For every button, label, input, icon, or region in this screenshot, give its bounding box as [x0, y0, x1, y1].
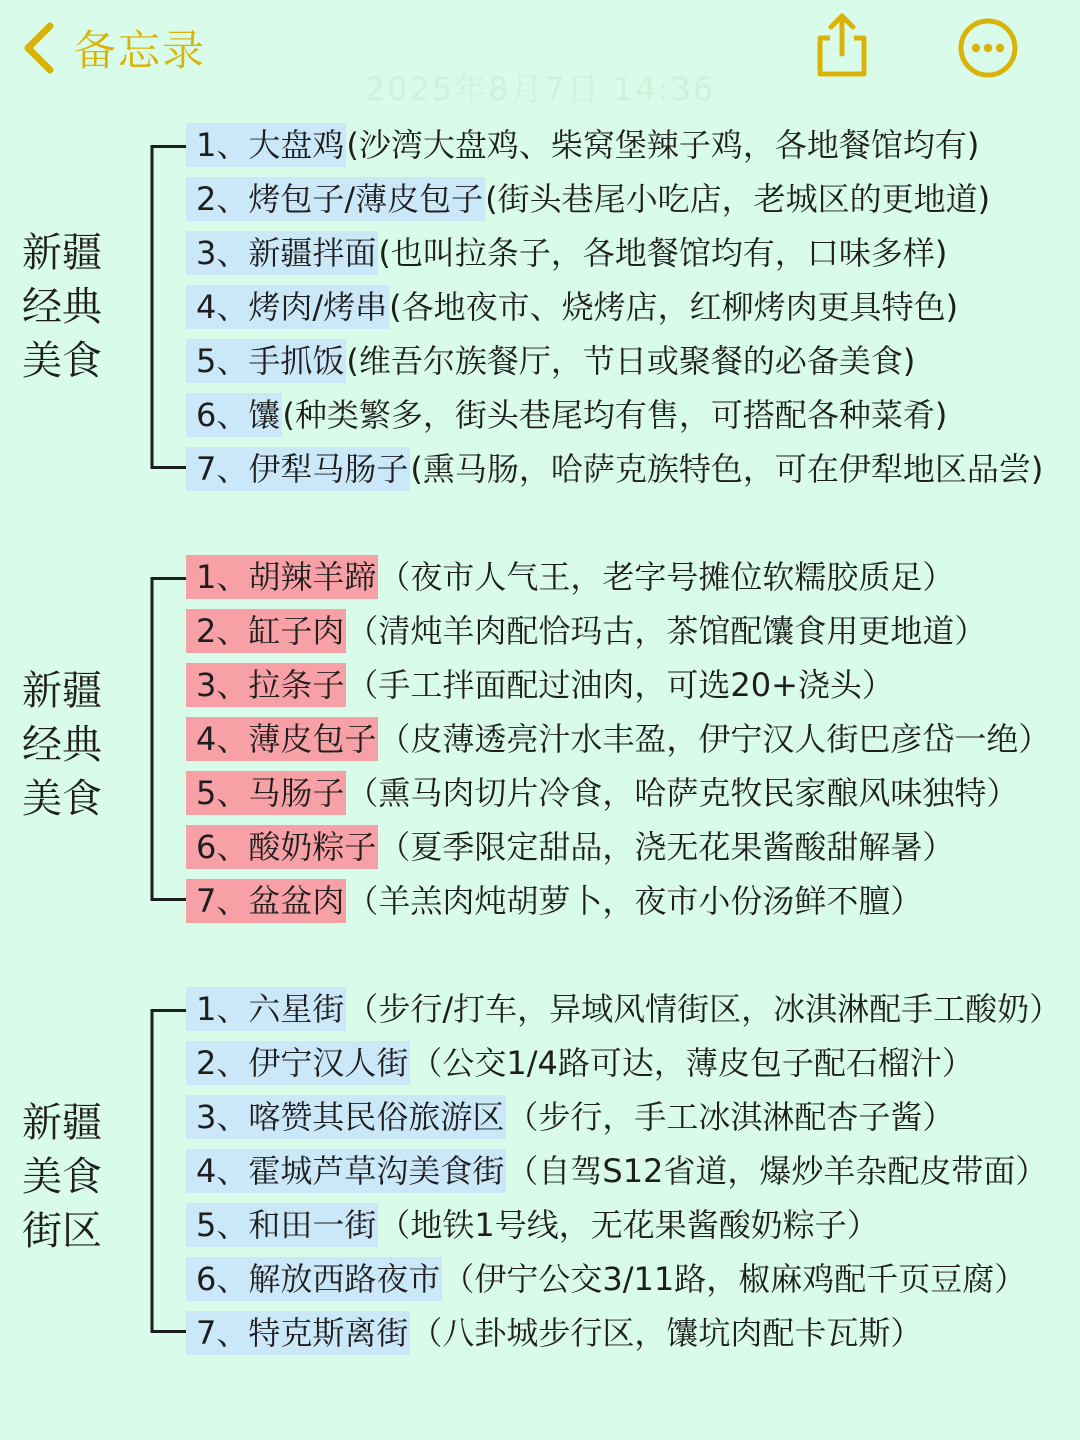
section-title-line: 美食 — [22, 338, 102, 384]
item-note: （皮薄透亮汁水丰盈，伊宁汉人街巴彦岱一绝） — [378, 720, 1051, 758]
list-item — [186, 1198, 1061, 1252]
item-note: (沙湾大盘鸡、柴窝堡辣子鸡，各地餐馆均有) — [346, 126, 980, 164]
back-label: 备忘录 — [74, 26, 207, 75]
list-item — [186, 712, 1050, 766]
item-name: 4、霍城芦草沟美食街 — [186, 1149, 506, 1193]
item-name: 1、胡辣羊蹄 — [186, 555, 378, 599]
note-date: 2025年8月7日 14:36 — [364, 70, 716, 108]
section-title-line: 经典 — [22, 722, 102, 768]
bracket-line — [150, 1009, 186, 1333]
item-name: 4、薄皮包子 — [186, 717, 378, 761]
item-note: （步行/打车，异域风情街区，冰淇淋配手工酸奶） — [346, 990, 1062, 1028]
list-item — [186, 226, 1043, 280]
list-item — [186, 1036, 1061, 1090]
section-title — [22, 1096, 112, 1258]
section-title-line: 美食 — [22, 776, 102, 822]
item-note: （夏季限定甜品，浇无花果酱酸甜解暑） — [378, 828, 955, 866]
item-name: 5、和田一街 — [186, 1203, 378, 1247]
section-title-line: 新疆 — [22, 230, 102, 276]
list-item — [186, 172, 1043, 226]
more-options-button[interactable] — [956, 16, 1020, 80]
item-name: 3、拉条子 — [186, 663, 346, 707]
item-note: （熏马肉切片冷食，哈萨克牧民家酿风味独特） — [346, 774, 1019, 812]
item-note: (也叫拉条子，各地餐馆均有，口味多样) — [378, 234, 948, 272]
item-name: 4、烤肉/烤串 — [186, 285, 389, 329]
list-item — [186, 604, 1050, 658]
item-name: 3、新疆拌面 — [186, 231, 378, 275]
section-food-streets — [0, 982, 1080, 1360]
list-item — [186, 766, 1050, 820]
section-title-line: 街区 — [22, 1208, 102, 1254]
item-name: 6、解放西路夜市 — [186, 1257, 442, 1301]
item-note: (熏马肠，哈萨克族特色，可在伊犁地区品尝) — [410, 450, 1044, 488]
item-note: （自驾S12省道，爆炒羊杂配皮带面） — [506, 1152, 1048, 1190]
share-icon — [812, 10, 872, 80]
section-title-line: 美食 — [22, 1154, 102, 1200]
item-note: （八卦城步行区，馕坑肉配卡瓦斯） — [410, 1314, 923, 1352]
section-classic-food-1 — [0, 118, 1080, 496]
more-icon — [956, 16, 1020, 80]
item-name: 1、六星街 — [186, 987, 346, 1031]
list-item — [186, 658, 1050, 712]
item-name: 1、大盘鸡 — [186, 123, 346, 167]
item-list — [186, 982, 1061, 1360]
section-title-line: 新疆 — [22, 668, 102, 714]
item-name: 5、马肠子 — [186, 771, 346, 815]
item-name: 7、伊犁马肠子 — [186, 447, 410, 491]
item-note: （伊宁公交3/11路，椒麻鸡配千页豆腐） — [442, 1260, 1027, 1298]
bracket-line — [150, 145, 186, 469]
top-bar — [0, 0, 1080, 108]
section-title — [22, 664, 112, 826]
item-list — [186, 118, 1043, 496]
item-name: 7、特克斯离街 — [186, 1311, 410, 1355]
item-name: 2、烤包子/薄皮包子 — [186, 177, 485, 221]
list-item — [186, 874, 1050, 928]
section-title-line: 经典 — [22, 284, 102, 330]
item-list — [186, 550, 1050, 928]
item-note: （公交1/4路可达，薄皮包子配石榴汁） — [410, 1044, 974, 1082]
share-button[interactable] — [812, 10, 872, 80]
section-title — [22, 226, 112, 388]
list-item — [186, 388, 1043, 442]
section-title-line: 新疆 — [22, 1100, 102, 1146]
list-item — [186, 118, 1043, 172]
item-name: 2、缸子肉 — [186, 609, 346, 653]
item-note: （清炖羊肉配恰玛古，茶馆配馕食用更地道） — [346, 612, 987, 650]
item-note: （夜市人气王，老字号摊位软糯胶质足） — [378, 558, 955, 596]
section-classic-food-2 — [0, 550, 1080, 928]
item-name: 5、手抓饭 — [186, 339, 346, 383]
item-name: 7、盆盆肉 — [186, 879, 346, 923]
item-note: (街头巷尾小吃店，老城区的更地道) — [485, 180, 991, 218]
item-name: 3、喀赞其民俗旅游区 — [186, 1095, 506, 1139]
list-item — [186, 1090, 1061, 1144]
list-item — [186, 280, 1043, 334]
item-note: （羊羔肉炖胡萝卜，夜市小份汤鲜不膻） — [346, 882, 923, 920]
list-item — [186, 1252, 1061, 1306]
list-item — [186, 1306, 1061, 1360]
item-note: (维吾尔族餐厅，节日或聚餐的必备美食) — [346, 342, 916, 380]
item-name: 6、馕 — [186, 393, 282, 437]
item-note: (种类繁多，街头巷尾均有售，可搭配各种菜肴) — [282, 396, 948, 434]
list-item — [186, 550, 1050, 604]
list-item — [186, 820, 1050, 874]
item-note: （地铁1号线，无花果酱酸奶粽子） — [378, 1206, 879, 1244]
item-note: （步行，手工冰淇淋配杏子酱） — [506, 1098, 955, 1136]
item-name: 2、伊宁汉人街 — [186, 1041, 410, 1085]
item-note: （手工拌面配过油肉，可选20+浇头） — [346, 666, 894, 704]
list-item — [186, 982, 1061, 1036]
list-item — [186, 334, 1043, 388]
bracket-line — [150, 577, 186, 901]
item-note: (各地夜市、烧烤店，红柳烤肉更具特色) — [389, 288, 959, 326]
item-name: 6、酸奶粽子 — [186, 825, 378, 869]
list-item — [186, 1144, 1061, 1198]
list-item — [186, 442, 1043, 496]
